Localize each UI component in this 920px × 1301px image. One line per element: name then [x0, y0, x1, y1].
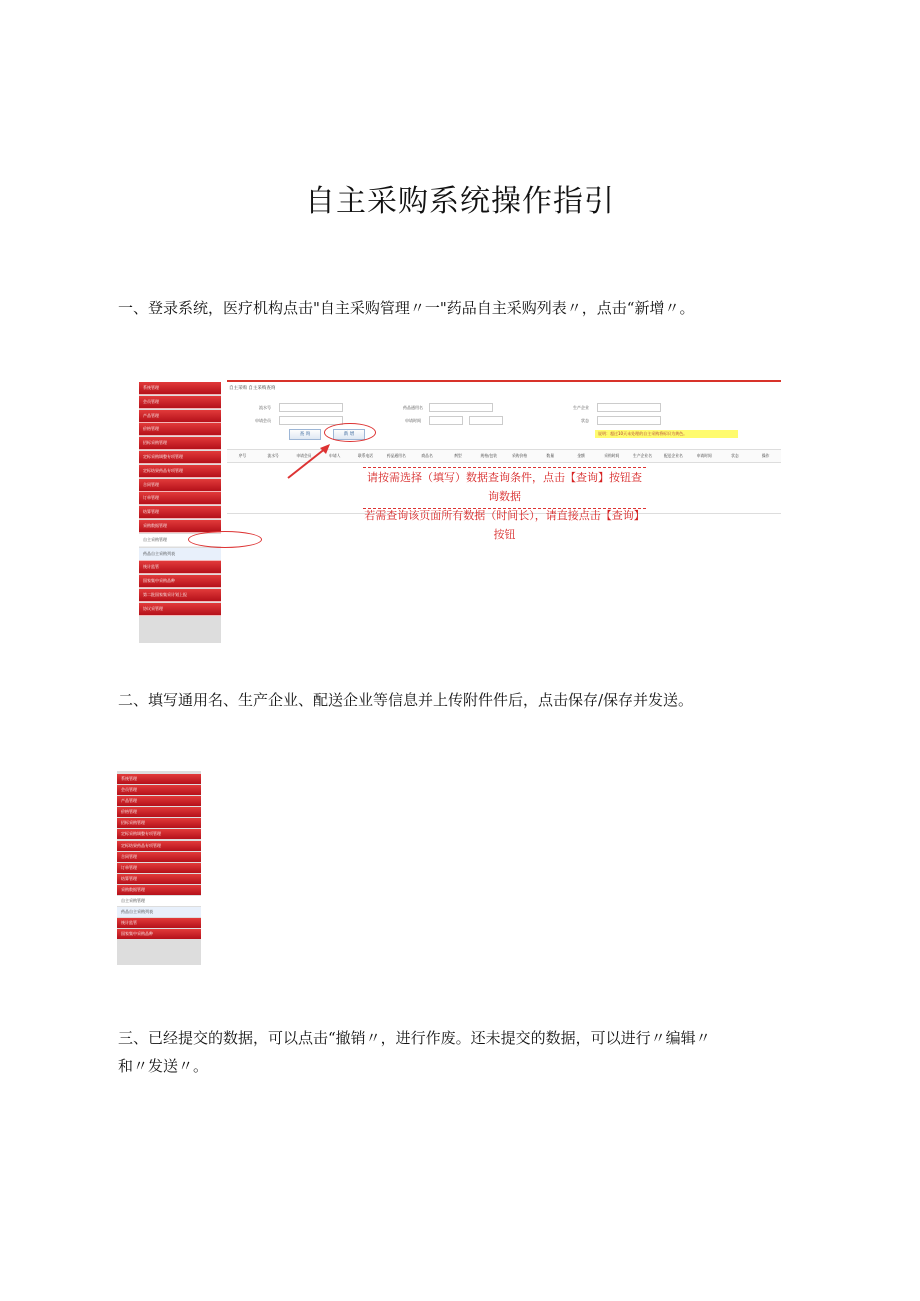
callout-line-2: 若需查询该页面所有数据（时间长），请直接点击【查询】按钮	[364, 509, 645, 541]
applicant-input[interactable]	[279, 416, 343, 425]
column-header: 序号	[238, 453, 247, 458]
column-header: 采购时间	[604, 453, 620, 458]
apply-time-end-input[interactable]	[469, 416, 503, 425]
sidebar-item-self-procurement[interactable]: 自主采购管理	[139, 534, 221, 547]
sidebar-item[interactable]: 统计监管	[139, 561, 221, 574]
query-button[interactable]: 查 询	[289, 429, 321, 440]
sidebar-item[interactable]: 价格管理	[117, 807, 201, 817]
step-2-text: 二、填写通用名、生产企业、配送企业等信息并上传附件件后，点击保存/保存并发送。	[118, 691, 694, 709]
sidebar-item[interactable]: 定标结果药品专项管理	[139, 465, 221, 478]
apply-time-label: 申请时间	[405, 418, 421, 423]
column-header: 数量	[546, 453, 554, 458]
sidebar-item[interactable]: 系统管理	[139, 382, 221, 395]
sidebar-item[interactable]: 结算管理	[117, 874, 201, 884]
sidebar-item[interactable]: 产品管理	[117, 796, 201, 806]
sidebar-item[interactable]: 合同管理	[139, 479, 221, 492]
status-select[interactable]	[597, 416, 661, 425]
column-header: 联系电话	[357, 453, 374, 458]
instruction-callout	[363, 467, 646, 541]
screenshot-sidebar-menu	[117, 771, 201, 965]
sidebar-item[interactable]: 采购数据管理	[139, 520, 221, 533]
sidebar-item[interactable]: 系统管理	[117, 774, 201, 784]
sidebar-item[interactable]: 协议采管理	[139, 603, 221, 616]
serial-label: 流水号	[259, 405, 271, 410]
sidebar-item-drug-procurement-list[interactable]: 药品自主采购列表	[117, 907, 201, 917]
column-header: 状态	[731, 453, 739, 458]
sidebar-item[interactable]: 会员管理	[117, 785, 201, 795]
sidebar-item[interactable]: 招标采购管理	[117, 818, 201, 828]
sidebar-item[interactable]: 国家集中采购品种	[117, 929, 201, 939]
screenshot-procurement-list	[139, 378, 781, 622]
sidebar-item-self-procurement[interactable]: 自主采购管理	[117, 896, 201, 906]
column-header: 操作	[761, 453, 770, 458]
serial-input[interactable]	[279, 403, 343, 412]
sidebar-item[interactable]: 会员管理	[139, 396, 221, 409]
sidebar-item[interactable]: 合同管理	[117, 852, 201, 862]
column-header: 申请时间	[696, 453, 712, 458]
column-header: 申请人	[329, 453, 341, 458]
column-header: 生产企业名	[633, 453, 653, 458]
highlight-circle-menu	[188, 531, 262, 548]
sidebar-item[interactable]: 产品管理	[139, 410, 221, 423]
step-3-line-1: 三、已经提交的数据，可以点击“撤销〃，进行作废。还未提交的数据，可以进行〃编辑〃	[118, 1029, 711, 1047]
add-button[interactable]: 新 增	[333, 429, 365, 440]
applicant-label: 申请会员	[255, 418, 271, 423]
column-header: 金额	[577, 453, 585, 458]
sidebar-menu	[139, 382, 221, 643]
status-label: 状态	[581, 418, 589, 423]
sidebar-item[interactable]: 定标采购调整专项管理	[139, 451, 221, 464]
column-header: 商品名	[421, 453, 433, 458]
column-header: 采购价格	[511, 453, 528, 458]
column-header: 配送企业名	[663, 453, 683, 458]
sidebar-item-drug-procurement-list[interactable]: 药品自主采购列表	[139, 548, 221, 561]
sidebar-item[interactable]: 价格管理	[139, 423, 221, 436]
column-header: 规格/包装	[480, 453, 497, 458]
step-3-text	[118, 1024, 808, 1080]
sidebar-item[interactable]: 统计监管	[117, 918, 201, 928]
sidebar-item[interactable]: 订单管理	[139, 492, 221, 505]
column-header: 申请会员	[296, 453, 312, 458]
sidebar-item[interactable]: 招标采购管理	[139, 437, 221, 450]
highlight-circle-add	[324, 423, 376, 442]
manufacturer-input[interactable]	[597, 403, 661, 412]
column-header: 剂型	[454, 453, 462, 458]
breadcrumb: 自主采购 自主采购查询	[229, 386, 276, 391]
drug-name-input[interactable]	[429, 403, 493, 412]
arrow-icon	[284, 442, 334, 482]
step-1-text: 一、登录系统，医疗机构点击"自主采购管理〃一"药品自主采购列表〃，点击“新增〃。	[118, 299, 695, 317]
manufacturer-label: 生产企业	[573, 405, 589, 410]
sidebar-item[interactable]: 定标采购调整专项管理	[117, 829, 201, 839]
header-divider	[227, 380, 781, 382]
sidebar-item[interactable]: 采购数据管理	[117, 885, 201, 895]
sidebar-item[interactable]: 第二批国家集采计划上报	[139, 589, 221, 602]
sidebar-item[interactable]: 国家集中采购品种	[139, 575, 221, 588]
sidebar-item[interactable]: 订单管理	[117, 863, 201, 873]
drug-name-label: 药品通用名	[403, 405, 423, 410]
callout-line-1: 请按需选择（填写）数据查询条件，点击【查询】按钮查询数据	[367, 471, 642, 503]
sidebar-item[interactable]: 定标结果药品专项管理	[117, 841, 201, 851]
yellow-note: 说明：超过10天未处理的自主采购将标识为黄色。	[595, 430, 738, 438]
apply-time-start-input[interactable]	[429, 416, 463, 425]
sidebar-item[interactable]: 结算管理	[139, 506, 221, 519]
column-header: 药品通用名	[386, 453, 406, 458]
step-3-line-2: 和〃发送〃。	[118, 1057, 209, 1075]
column-header: 流水号	[267, 453, 279, 458]
page-title: 自主采购系统操作指引	[305, 184, 615, 219]
